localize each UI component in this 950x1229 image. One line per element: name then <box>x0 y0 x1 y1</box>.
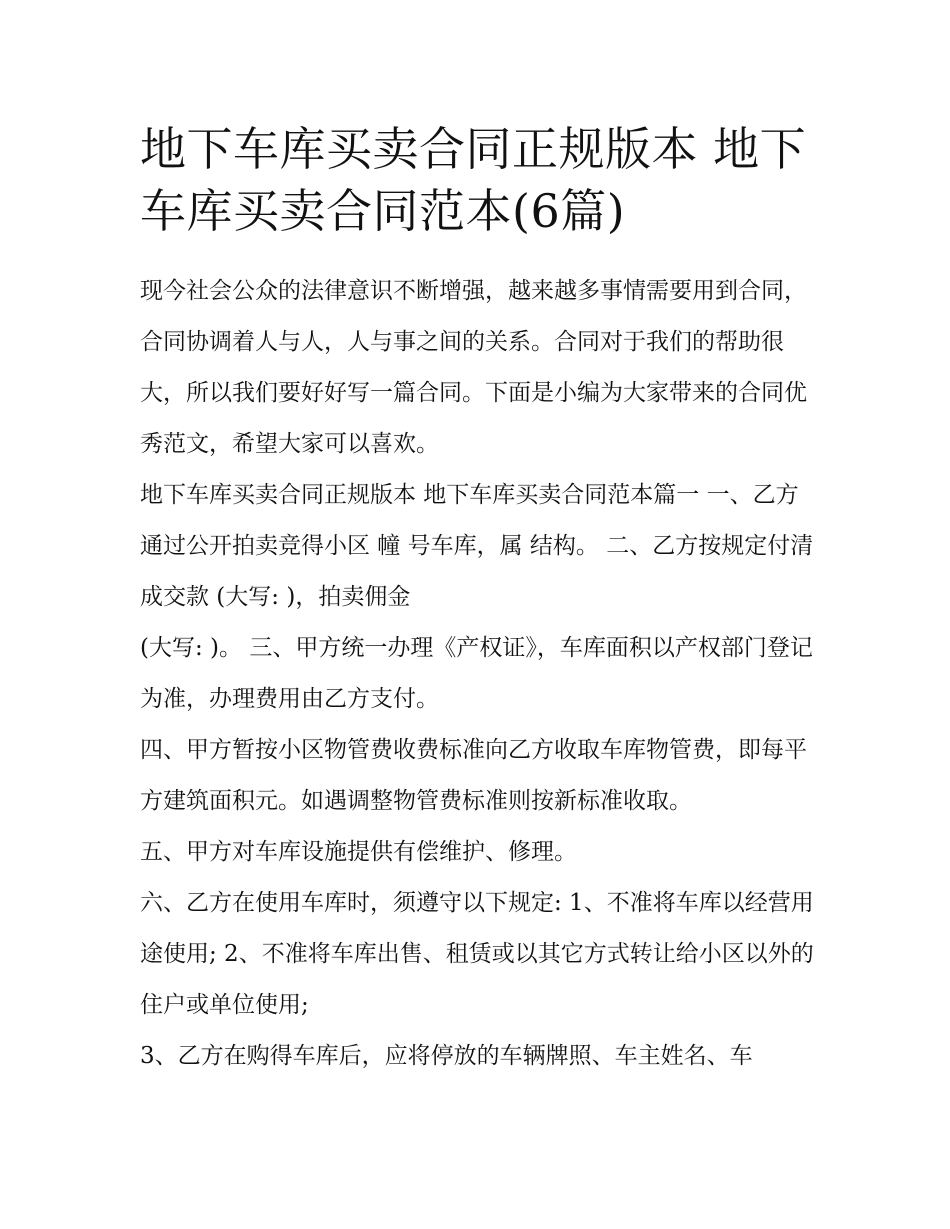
paragraph-intro: 现今社会公众的法律意识不断增强，越来越多事情需要用到合同，合同协调着人与人，人与事之间的关系。合同对于我们的帮助很大，所以我们要好好写一篇合同。下面是小编为大家带来的合同优秀范文，希望大家可以喜欢。 <box>140 278 807 457</box>
paragraph-clause-4: 四、甲方暂按小区物管费收费标准向乙方收取车库物管费，即每平方建筑面积元。如遇调整物管费标准则按新标准收取。 <box>140 737 807 814</box>
paragraph-clause-5: 五、甲方对车库设施提供有偿维护、修理。 <box>140 839 577 865</box>
document-title: 地下车库买卖合同正规版本 地下车库买卖合同范本(6篇) <box>140 122 807 238</box>
paragraph-clause-6: 六、乙方在使用车库时，须遵守以下规定: 1、不准将车库以经营用途使用; 2、不准将车库出售、租赁或以其它方式转让给小区以外的住户或单位使用; <box>140 890 814 1018</box>
paragraph-clause-6-3: 3、乙方在购得车库后，应将停放的车辆牌照、车主姓名、车 <box>140 1043 753 1069</box>
paragraph-clause-3: (大写: )。 三、甲方统一办理《产权证》，车库面积以产权部门登记为准，办理费用由乙方支付。 <box>140 635 813 712</box>
paragraph-clause-1-2: 地下车库买卖合同正规版本 地下车库买卖合同范本篇一 一、乙方通过公开拍卖竞得小区 幢 号车库，属 结构。 二、乙方按规定付清成交款 (大写: )，拍卖佣金 <box>140 482 814 610</box>
document-body <box>140 118 820 1082</box>
